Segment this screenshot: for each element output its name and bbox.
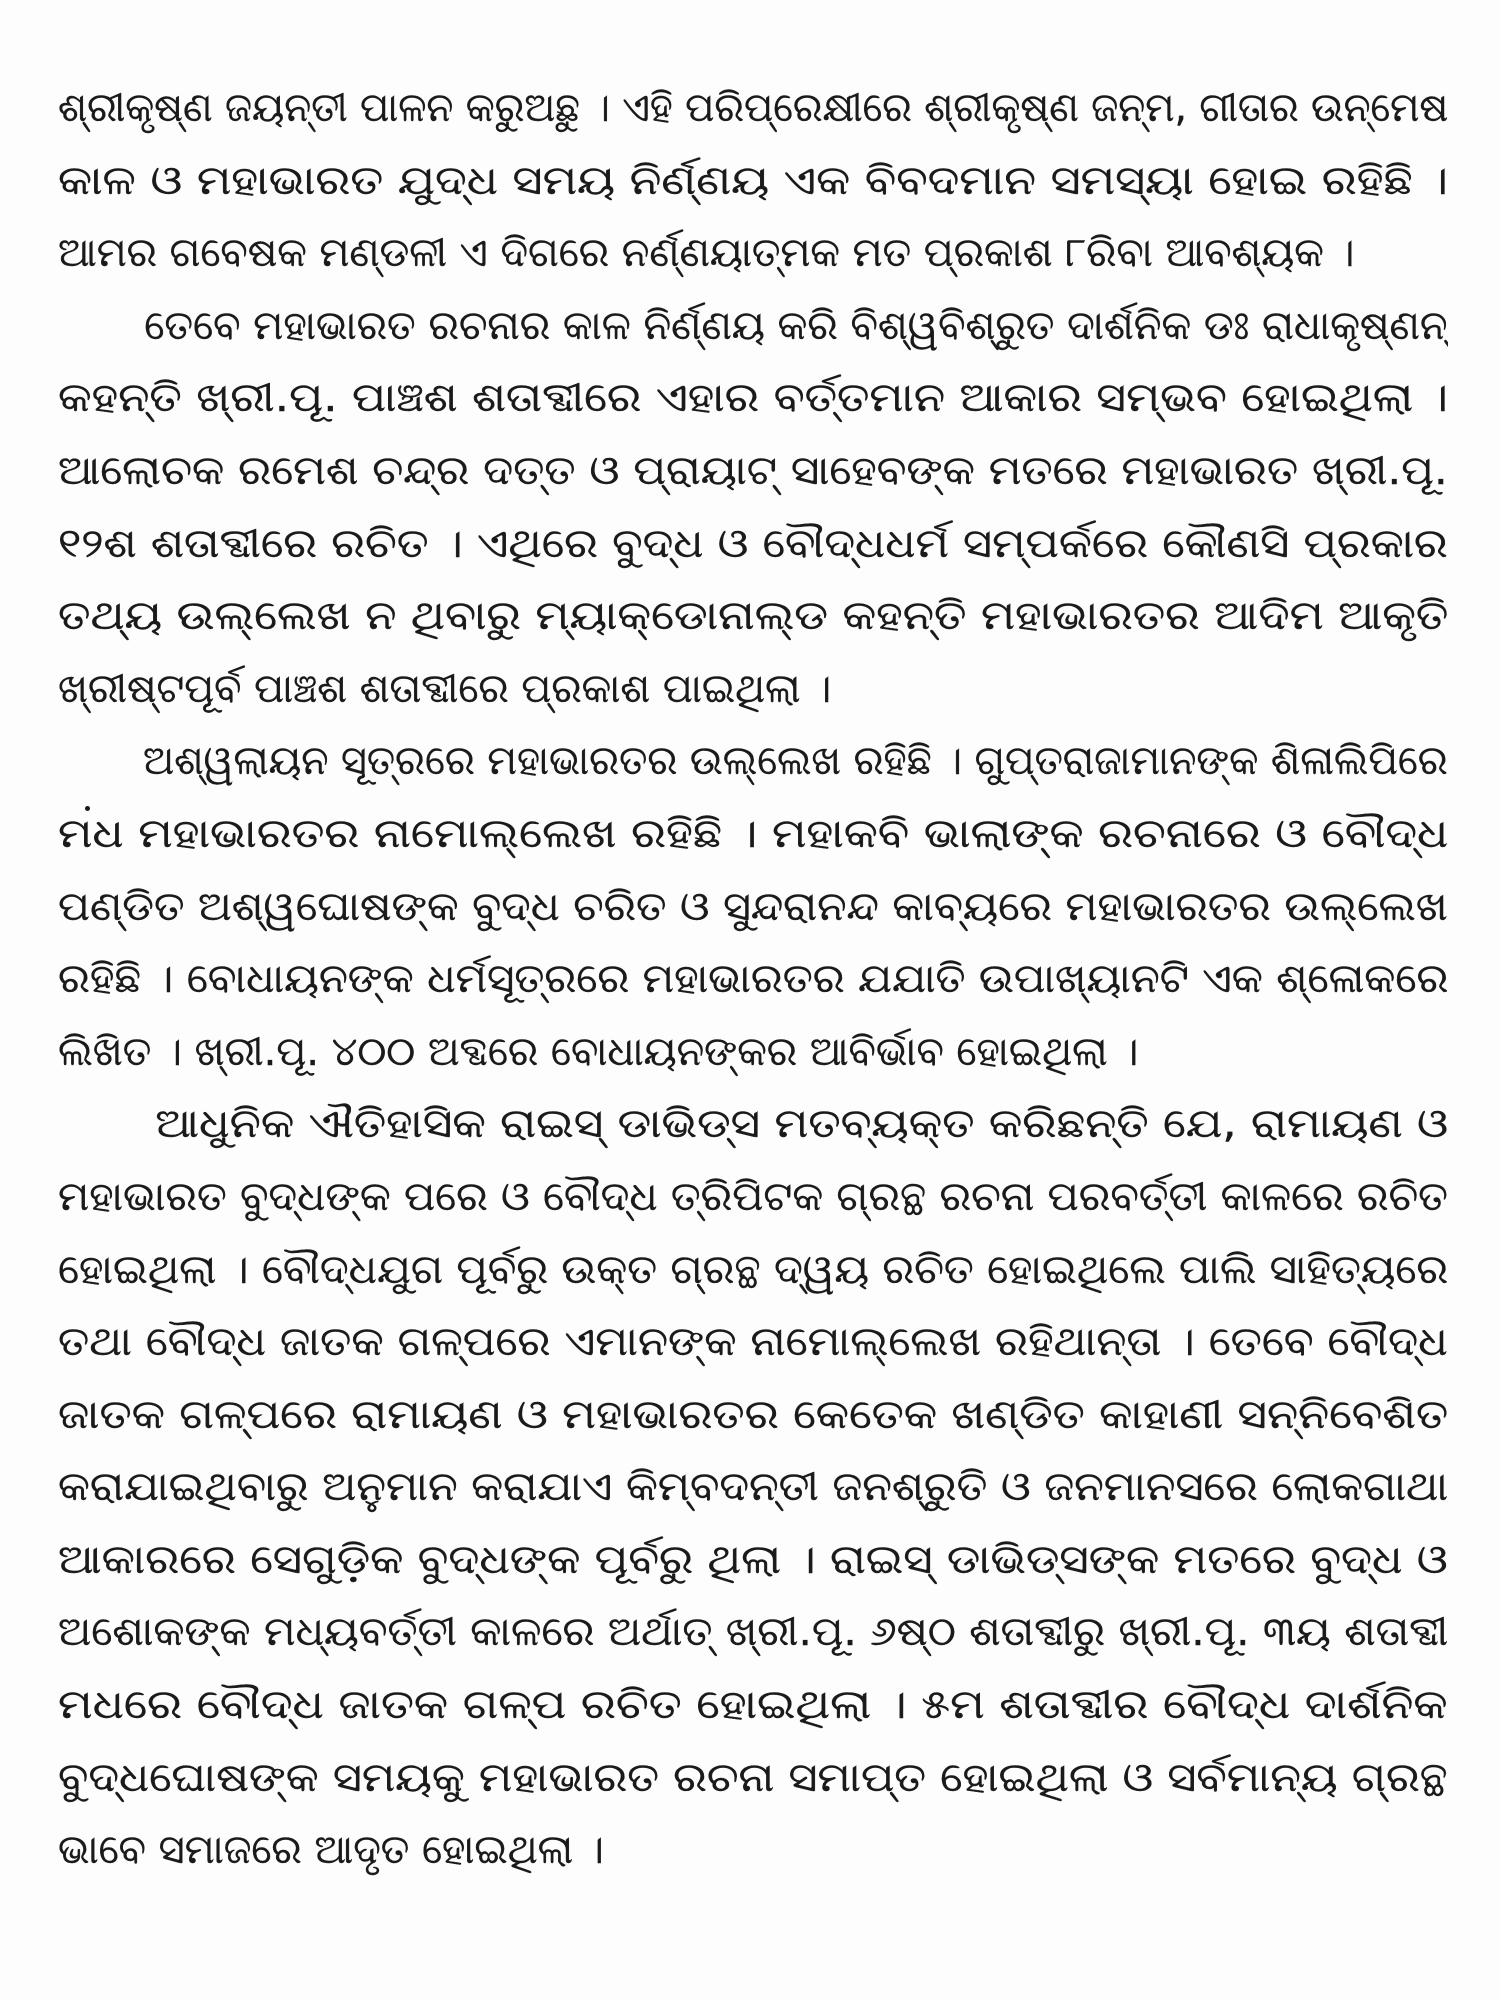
text-line <box>58 580 1448 653</box>
text-line-content: ଆକାରରେ ସେଗୁଡ଼ିକ ବୁଦ୍ଧଙ୍କ ପୂର୍ବରୁ ଥିଲା । ରାଇସ୍ ଡାଭିଡ୍‌ସଙ୍କ ମତରେ ବୁଦ୍ଧ ଓ <box>58 1536 1448 1583</box>
text-line-content: ବୁଦ୍ଧଘୋଷଙ୍କ ସମୟକୁ ମହାଭାରତ ରଚନା ସମାପ୍ତ ହୋଇଥିଲା ଓ ସର୍ବମାନ୍ୟ ଗ୍ରନ୍ଥ <box>58 1754 1448 1801</box>
text-line-content: ମଧରେ ବୌଦ୍ଧ ଜାତକ ଗଳ୍ପ ରଚିତ ହୋଇଥିଲା । ୫ମ ଶତାବ୍ଦୀର ବୌଦ୍ଧ ଦାର୍ଶନିକ <box>58 1682 1448 1729</box>
text-line-content: କାଳ ଓ ମହାଭାରତ ଯୁଦ୍ଧ ସମୟ ନିର୍ଣ୍ଣୟ ଏକ ବିବଦମାନ ସମସ୍ୟା ହୋଇ ରହିଛି । <box>58 157 1448 204</box>
text-line-content: ଅଶ୍ୱଲାୟନ ସୂତ୍ରରେ ମହାଭାରତର ଉଲ୍ଲେଖ ରହିଛି । ଗୁପ୍ତରାଜାମାନଙ୍କ ଶିଳାଲିପିରେ <box>143 738 1448 785</box>
document-text-block <box>58 72 1448 1887</box>
text-line-content: ଭାବେ ସମାଜରେ ଆଦୃତ ହୋଇଥିଲା । <box>58 1827 604 1874</box>
text-line <box>58 508 1448 581</box>
text-line-content: ତଥା ବୌଦ୍ଧ ଜାତକ ଗଳ୍ପରେ ଏମାନଙ୍କ ନାମୋଲ୍ଲେଖ ରହିଥାନ୍ତା । ତେବେ ବୌଦ୍ଧ <box>58 1319 1448 1366</box>
text-line-content: ହୋଇଥିଲା । ବୌଦ୍ଧଯୁଗ ପୂର୍ବରୁ ଉକ୍ତ ଗ୍ରନ୍ଥ ଦ୍ୱୟ ରଚିତ ହୋଇଥିଲେ ପାଲି ସାହିତ୍ୟରେ <box>58 1246 1448 1293</box>
text-line <box>58 1379 1448 1452</box>
text-line-content: ଆଲୋଚକ ରମେଶ ଚନ୍ଦ୍ର ଦତ୍ତ ଓ ପ୍ରାୟାଟ୍ ସାହେବଙ୍କ ମତରେ ମହାଭାରତ ଖ୍ରୀ.ପୂ. <box>58 447 1448 494</box>
text-line-content: କହନ୍ତି ଖ୍ରୀ.ପୂ. ପାଞ୍ଚଶ ଶତାବ୍ଦୀରେ ଏହାର ବର୍ତ୍ତମାନ ଆକାର ସମ୍ଭବ ହୋଇଥିଲା । <box>58 375 1448 422</box>
text-line-content: ତେବେ ମହାଭାରତ ରଚନାର କାଳ ନିର୍ଣ୍ଣୟ କରି ବିଶ୍ୱବିଶ୍ରୁତ ଦାର୍ଶନିକ ଡଃ ରାଧାକୃଷ୍ଣନ୍ <box>144 302 1448 349</box>
text-line-content: କରାଯାଇଥିବାରୁ ଅନୁମାନ କରାଯାଏ କିମ୍ବଦନ୍ତୀ ଜନଶ୍ରୁତି ଓ ଜନମାନସରେ ଲୋକଗାଥା <box>58 1464 1448 1511</box>
text-line <box>58 1016 1448 1089</box>
text-line-content: ତଥ୍ୟ ଉଲ୍ଲେଖ ନ ଥିବାରୁ ମ୍ୟାକ୍‌ଡୋନାଲ୍ଡ କହନ୍ତି ମହାଭାରତର ଆଦିମ ଆକୃତି <box>58 593 1448 640</box>
text-line <box>58 1742 1448 1815</box>
text-line-content: ଅଶୋକଙ୍କ ମଧ୍ୟବର୍ତ୍ତୀ କାଳରେ ଅର୍ଥାତ୍ ଖ୍ରୀ.ପୂ. ୬ଷ୍ଠ ଶତାବ୍ଦୀରୁ ଖ୍ରୀ.ପୂ. ୩ୟ ଶତାବ୍ଦୀ <box>58 1609 1448 1656</box>
text-line <box>58 798 1448 871</box>
text-line <box>58 1451 1448 1524</box>
text-line <box>58 943 1448 1016</box>
text-line <box>58 290 1448 363</box>
text-line <box>58 362 1448 435</box>
text-line-content: ଖ୍ରୀଷ୍ଟପୂର୍ବ ପାଞ୍ଚଶ ଶତାବ୍ଦୀରେ ପ୍ରକାଶ ପାଇଥିଲା । <box>58 665 832 712</box>
text-line <box>58 871 1448 944</box>
text-line <box>58 1234 1448 1307</box>
text-line-content: ମହାଭାରତ ବୁଦ୍ଧଙ୍କ ପରେ ଓ ବୌଦ୍ଧ ତ୍ରିପିଟକ ଗ୍ରନ୍ଥ ରଚନା ପରବର୍ତ୍ତୀ କାଳରେ ରଚିତ <box>58 1173 1448 1220</box>
text-line-content: ଆଧୁନିକ ଐତିହାସିକ ରାଇସ୍ ଡାଭିଡ୍‌ସ ମତବ୍ୟକ୍ତ କରିଛନ୍ତି ଯେ, ରାମାୟଣ ଓ <box>155 1101 1448 1148</box>
text-line <box>58 217 1448 290</box>
text-line-content: ୧୨ଶ ଶତାବ୍ଦୀରେ ରଚିତ । ଏଥିରେ ବୁଦ୍ଧ ଓ ବୌଦ୍ଧଧର୍ମ ସମ୍ପର୍କରେ କୌଣସି ପ୍ରକାର <box>58 520 1448 567</box>
text-line <box>58 435 1448 508</box>
text-line <box>58 725 1448 798</box>
text-line <box>58 1088 1448 1161</box>
text-line <box>58 145 1448 218</box>
text-line <box>58 1814 1448 1887</box>
text-line <box>58 653 1448 726</box>
text-line-content: ପଣ୍ଡିତ ଅଶ୍ୱଘୋଷଙ୍କ ବୁଦ୍ଧ ଚରିତ ଓ ସୁନ୍ଦରାନନ୍ଦ କାବ୍ୟରେ ମହାଭାରତର ଉଲ୍ଲେଖ <box>58 883 1448 930</box>
text-line <box>58 1161 1448 1234</box>
text-line <box>58 72 1448 145</box>
text-line <box>58 1669 1448 1742</box>
text-line-content: ମଧ ମହାଭାରତର ନାମୋଲ୍ଲେଖ ରହିଛି । ମହାକବି ଭାଲାଙ୍କ ରଚନାରେ ଓ ବୌଦ୍ଧ <box>58 810 1448 857</box>
text-line <box>58 1524 1448 1597</box>
text-line <box>58 1306 1448 1379</box>
text-line <box>58 1596 1448 1669</box>
text-line-content: ଜାତକ ଗଳ୍ପରେ ରାମାୟଣ ଓ ମହାଭାରତର କେତେକ ଖଣ୍ଡିତ କାହାଣୀ ସନ୍ନିବେଶିତ <box>58 1391 1448 1438</box>
text-line-content: ଲିଖିତ । ଖ୍ରୀ.ପୂ. ୪୦୦ ଅବ୍ଦରେ ବୋଧାୟନଙ୍କର ଆବିର୍ଭାବ ହୋଇଥିଲା । <box>58 1028 1139 1075</box>
text-line-content: ଆମର ଗବେଷକ ମଣ୍ଡଳୀ ଏ ଦିଗରେ ନର୍ଣ୍ଣୟାତ୍ମକ ମତ ପ୍ରକାଶ ୮ରିବା ଆବଶ୍ୟକ । <box>58 230 1355 277</box>
text-line-content: ରହିଛି । ବୋଧାୟନଙ୍କ ଧର୍ମସୂତ୍ରରେ ମହାଭାରତର ଯଯାତି ଉପାଖ୍ୟାନଟି ଏକ ଶ୍ଳୋକରେ <box>58 956 1448 1003</box>
text-line-content: ଶ୍ରୀକୃଷ୍ଣ ଜୟନ୍ତୀ ପାଳନ କରୁଅଛୁ । ଏହି ପରିପ୍ରେକ୍ଷୀରେ ଶ୍ରୀକୃଷ୍ଣ ଜନ୍ମ, ଗୀତାର ଉନ୍ମେଷ <box>58 85 1448 131</box>
